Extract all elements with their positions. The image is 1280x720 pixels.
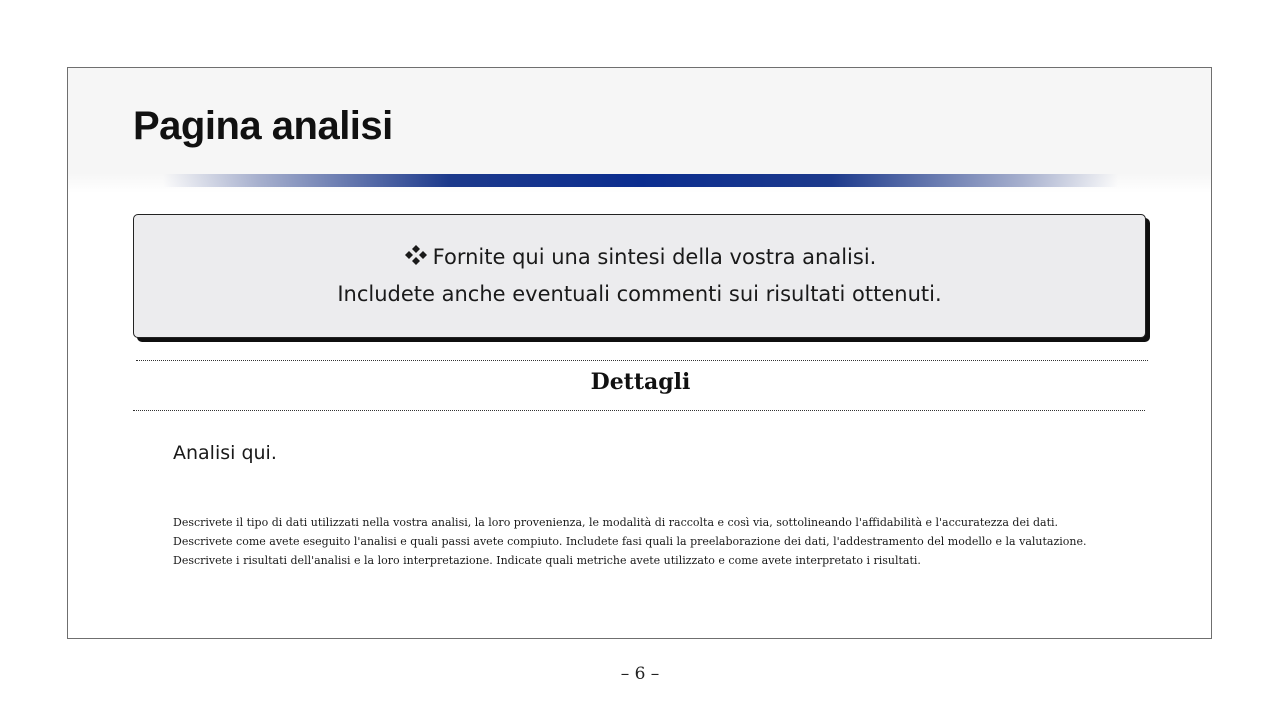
description-line: Descrivete i risultati dell'analisi e la loro interpretazione. Indicate quali metriche avete utilizzato e come avete interpretato i risultati. bbox=[173, 554, 921, 567]
page-number: – 6 – bbox=[620, 664, 660, 684]
description-block bbox=[173, 513, 1133, 570]
summary-line-1 bbox=[403, 239, 877, 276]
title-underline-bar bbox=[163, 174, 1118, 187]
description-line: Descrivete come avete eseguito l'analisi e quali passi avete compiuto. Includete fasi quali la preelaborazione dei dati, l'addestramento del modello e la valutazione. bbox=[173, 535, 1087, 548]
summary-text-1: Fornite qui una sintesi della vostra analisi. bbox=[432, 245, 877, 269]
slide bbox=[67, 67, 1212, 639]
summary-box bbox=[133, 214, 1146, 338]
summary-line-2: Includete anche eventuali commenti sui risultati ottenuti. bbox=[337, 282, 942, 306]
details-heading: Dettagli bbox=[590, 369, 691, 395]
dotted-divider-top bbox=[136, 360, 1148, 361]
dotted-divider-bottom bbox=[133, 410, 1145, 411]
description-line: Descrivete il tipo di dati utilizzati nella vostra analisi, la loro provenienza, le modalità di raccolta e così via, sottolineando l'affidabilità e l'accuratezza dei dati. bbox=[173, 516, 1059, 529]
page-title: Pagina analisi bbox=[133, 104, 393, 148]
analysis-placeholder-text: Analisi qui. bbox=[173, 442, 277, 464]
four-diamonds-icon bbox=[403, 241, 429, 263]
